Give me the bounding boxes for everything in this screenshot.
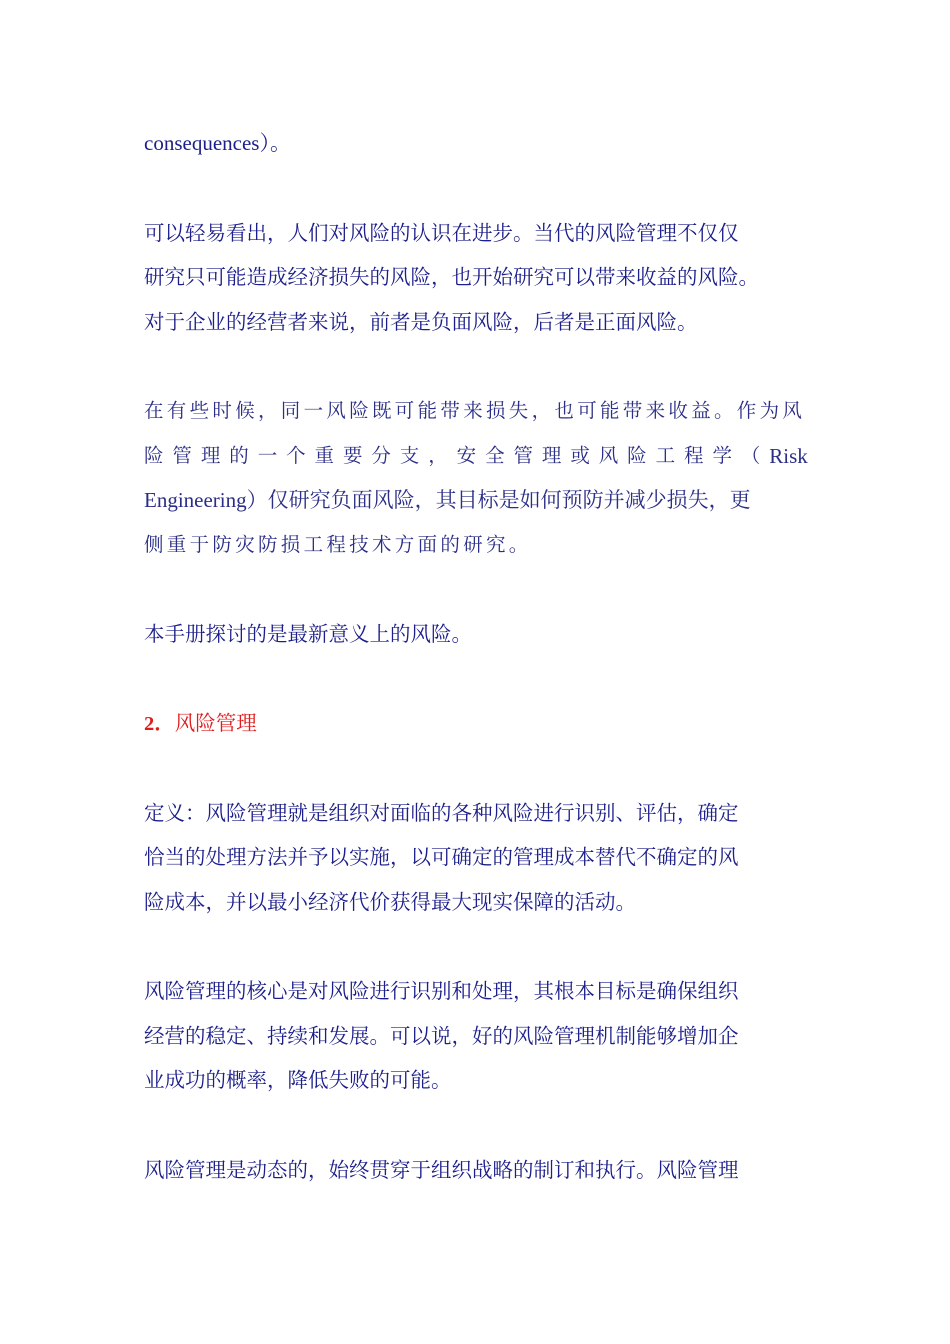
justified-char: 风 — [598, 444, 619, 467]
justified-char: 险 — [144, 444, 164, 467]
justified-char: 管 — [172, 444, 192, 467]
paragraph-line: 业成功的概率，降低失败的可能。 — [144, 1068, 452, 1092]
justified-char: 重 — [314, 444, 335, 467]
justified-char: 或 — [570, 444, 590, 467]
justified-char: ， — [428, 444, 448, 467]
paragraph-line — [144, 486, 808, 515]
paragraph-line: 可以轻易看出，人们对风险的认识在进步。当代的风险管理不仅仅 — [144, 221, 739, 245]
justified-char: 分 — [371, 444, 391, 467]
paragraph-line: 研究只可能造成经济损失的风险，也开始研究可以带来收益的风险。 — [144, 265, 759, 289]
paragraph-line: 风险管理是动态的，始终贯穿于组织战略的制订和执行。风险管理 — [144, 1158, 739, 1182]
justified-line — [144, 442, 808, 470]
justified-char: 险 — [627, 444, 647, 467]
paragraph-line: consequences）。 — [144, 131, 291, 155]
paragraph-line: 侧重于防灾防损工程技术方面的研究。 — [144, 533, 532, 556]
justified-char: 一 — [257, 444, 278, 467]
paragraph-line: 经营的稳定、持续和发展。可以说，好的风险管理机制能够增加企 — [144, 1024, 739, 1048]
section-title: 风险管理 — [174, 711, 257, 735]
paragraph-line: 对于企业的经营者来说，前者是负面风险，后者是正面风险。 — [144, 310, 698, 334]
paragraph-line-text: Engineering）仅研究负面风险，其目标是如何预防并减少损失，更 — [144, 488, 751, 512]
paragraph-line: 恰当的处理方法并予以实施，以可确定的管理成本替代不确定的风 — [144, 845, 739, 869]
justified-char: 个 — [286, 444, 306, 467]
justified-char: 理 — [541, 444, 562, 467]
justified-char: 安 — [456, 444, 477, 467]
justified-char: （ — [740, 444, 761, 467]
justified-char: 管 — [513, 444, 533, 467]
paragraph-line: 本手册探讨的是最新意义上的风险。 — [144, 622, 472, 646]
paragraph-line: 风险管理的核心是对风险进行识别和处理，其根本目标是确保组织 — [144, 979, 739, 1003]
section-heading — [144, 709, 808, 738]
justified-char: 理 — [200, 444, 221, 467]
justified-char: 工 — [655, 444, 676, 467]
justified-char: Risk — [769, 444, 808, 468]
paragraph-line: 险成本，并以最小经济代价获得最大现实保障的活动。 — [144, 890, 636, 914]
section-number: 2． — [144, 713, 175, 735]
justified-char: 的 — [229, 444, 249, 467]
justified-char: 全 — [485, 444, 505, 467]
justified-char: 学 — [712, 444, 732, 467]
justified-char: 支 — [399, 444, 420, 467]
paragraph-line: 定义：风险管理就是组织对面临的各种风险进行识别、评估，确定 — [144, 801, 739, 825]
justified-char: 程 — [684, 444, 704, 467]
paragraph-line: 在有些时候，同一风险既可能带来损失，也可能带来收益。作为风 — [144, 399, 806, 422]
justified-char: 要 — [342, 444, 363, 467]
